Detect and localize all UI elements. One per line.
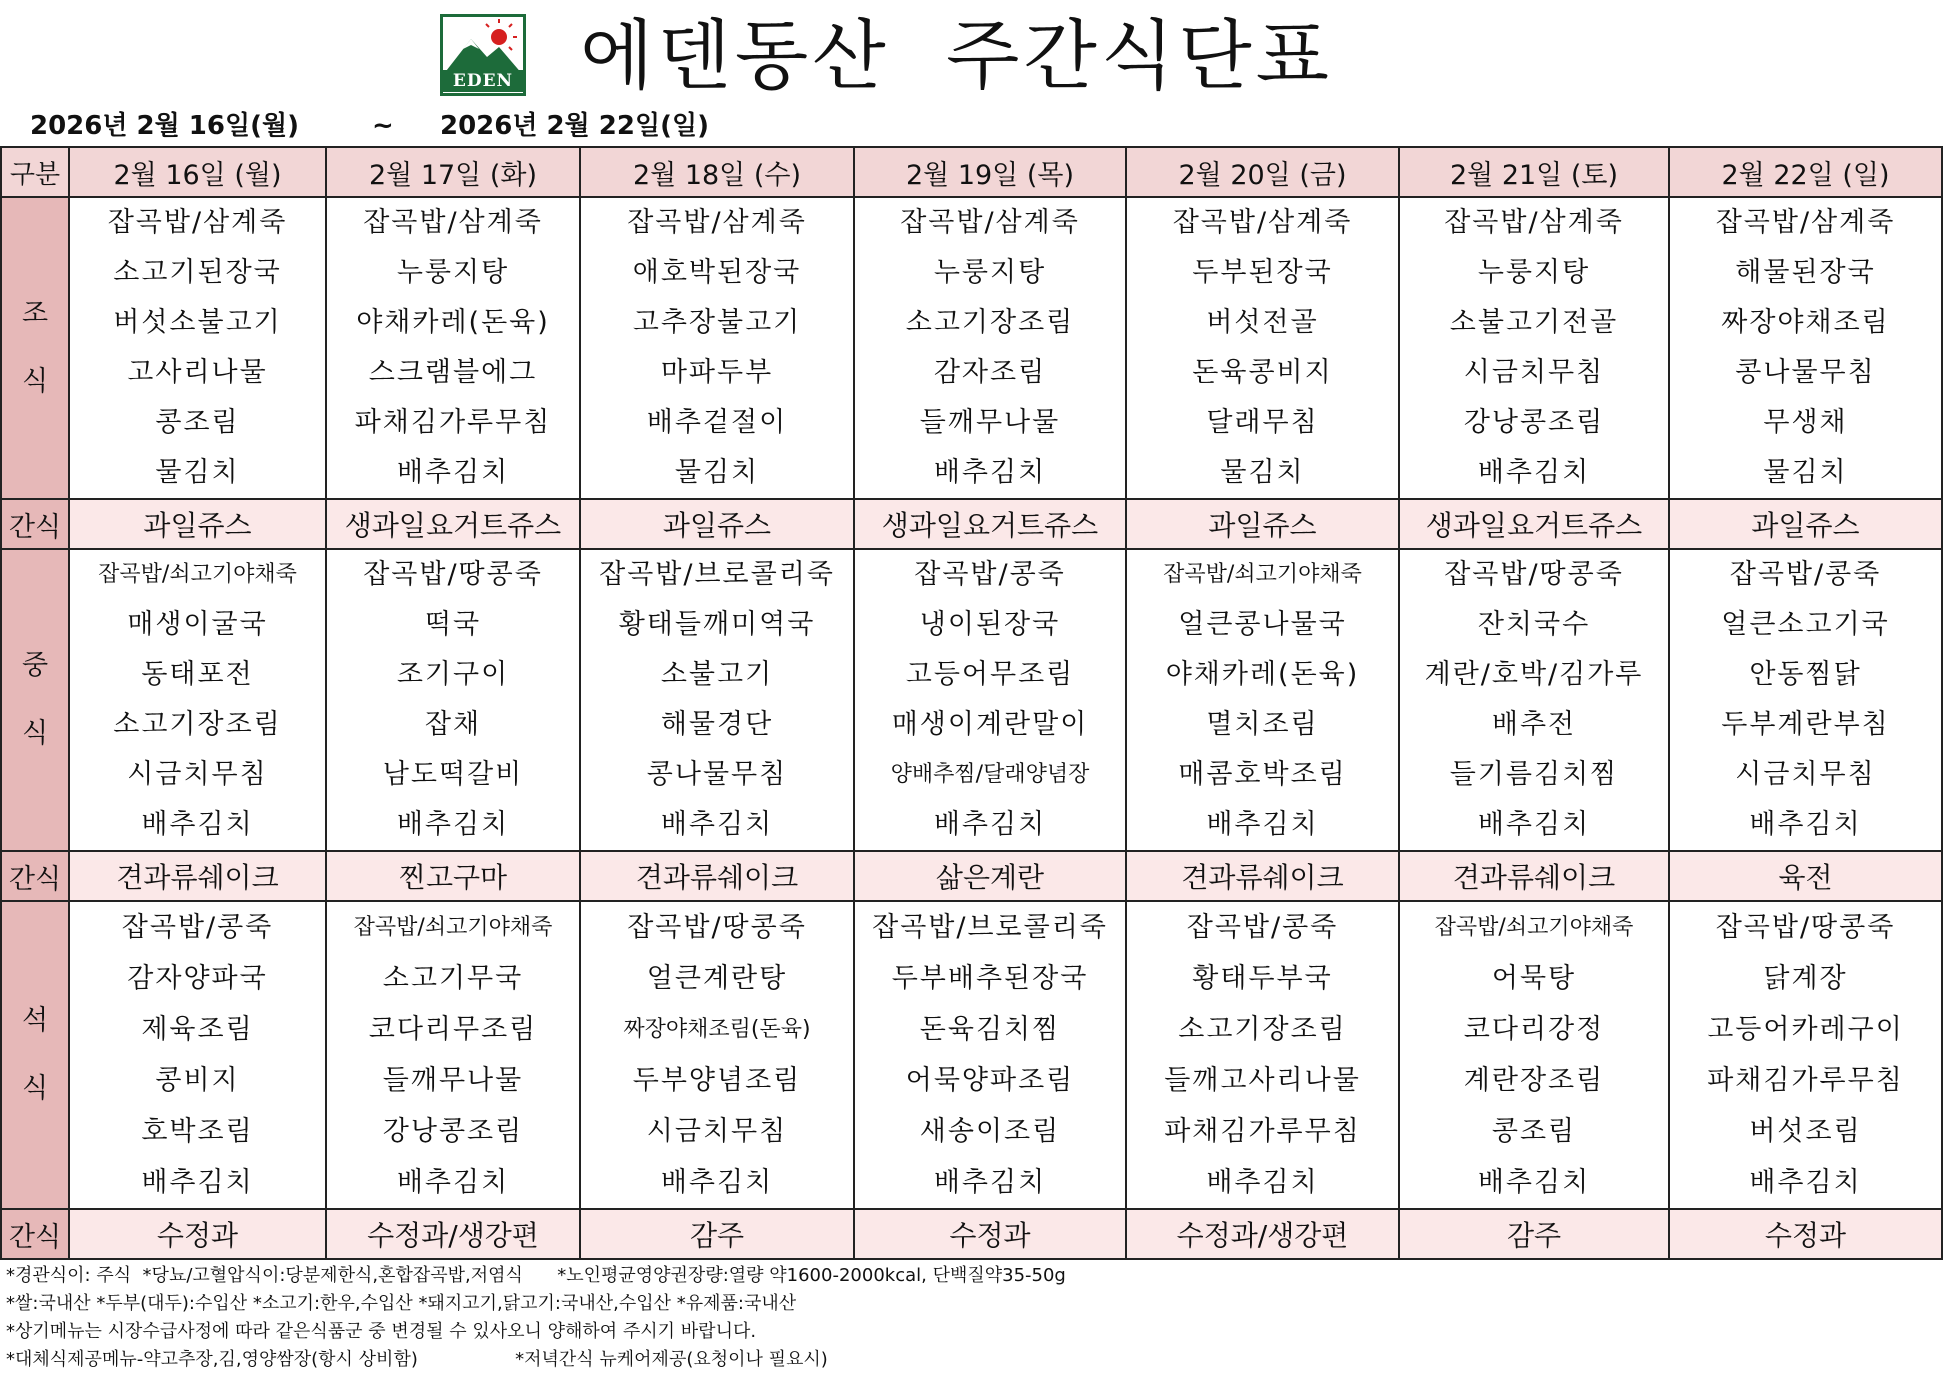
day-header: 2월 19일 (목) [854, 147, 1126, 197]
day-header: 2월 16일 (월) [69, 147, 326, 197]
menu-item: 조기구이 [396, 659, 510, 690]
snack-item: 생과일요거트쥬스 [1399, 499, 1669, 549]
menu-item: 배추김치 [1477, 1167, 1591, 1198]
snack-item: 감주 [580, 1209, 854, 1259]
header-row [1, 147, 1942, 197]
menu-item: 잡곡밥/쇠고기야채죽 [1163, 562, 1362, 587]
menu-item: 배추김치 [660, 1167, 774, 1198]
footnote-line: *상기메뉴는 시장수급사정에 따라 같은식품군 중 변경될 수 있사오니 양해하여 주시기 바랍니다. [6, 1321, 757, 1342]
menu-item: 감자조림 [933, 357, 1047, 388]
menu-item: 새송이조림 [919, 1116, 1061, 1147]
menu-item: 배추김치 [396, 457, 510, 488]
menu-item: 짜장야채조림 [1721, 307, 1890, 338]
lunch-label-char: 식 [21, 718, 49, 749]
dinner-item-list [855, 902, 1125, 1208]
menu-item: 짜장야채조림(돈육) [623, 1017, 811, 1042]
menu-item: 소고기장조림 [113, 709, 282, 740]
day-header: 2월 17일 (화) [326, 147, 580, 197]
menu-item: 누룽지탕 [1477, 257, 1591, 288]
lunch-item-list [327, 550, 579, 850]
menu-item: 닭계장 [1763, 963, 1848, 994]
menu-item: 잡곡밥/삼계죽 [627, 207, 807, 238]
menu-item: 야채카레(돈육) [356, 307, 550, 338]
menu-item: 시금치무침 [646, 1116, 788, 1147]
menu-item: 어묵양파조림 [905, 1065, 1075, 1096]
menu-item: 배추김치 [1206, 809, 1319, 840]
menu-item: 제육조림 [141, 1014, 254, 1045]
menu-item: 콩나물무침 [646, 759, 788, 790]
day-header: 2월 22일 (일) [1669, 147, 1942, 197]
menu-item: 돈육콩비지 [1192, 357, 1333, 388]
dinner-cell [326, 901, 580, 1209]
menu-item: 배추김치 [1477, 809, 1591, 840]
dinner-label-char: 석 [21, 1005, 49, 1036]
snack-item: 과일쥬스 [1126, 499, 1399, 549]
menu-item: 배추전 [1491, 709, 1577, 740]
dinner-row [1, 901, 1942, 1209]
dinner-cell [1126, 901, 1399, 1209]
snack-item: 찐고구마 [326, 851, 580, 901]
weekly-menu-table [0, 146, 1943, 1260]
snack-item: 과일쥬스 [580, 499, 854, 549]
menu-item: 잡곡밥/브로콜리죽 [599, 559, 835, 590]
menu-item: 잡곡밥/쇠고기야채죽 [98, 562, 297, 587]
day-header: 2월 18일 (수) [580, 147, 854, 197]
menu-item: 콩나물무침 [1735, 357, 1876, 388]
menu-item: 잡곡밥/땅콩죽 [627, 912, 807, 943]
menu-item: 두부배추된장국 [891, 963, 1089, 994]
menu-item: 배추김치 [933, 457, 1047, 488]
menu-item: 버섯조림 [1749, 1116, 1862, 1147]
menu-item: 물김치 [1763, 457, 1848, 488]
breakfast-label-char: 식 [21, 366, 49, 397]
menu-item: 잡곡밥/삼계죽 [1715, 207, 1896, 238]
breakfast-cell [1399, 197, 1669, 499]
dinner-item-list [1127, 902, 1398, 1208]
menu-item: 동태포전 [141, 659, 254, 690]
menu-item: 배추김치 [1749, 1167, 1862, 1198]
menu-item: 버섯전골 [1206, 307, 1319, 338]
header [0, 0, 1943, 100]
menu-item: 소고기된장국 [113, 257, 282, 288]
menu-item: 코다리강정 [1463, 1014, 1605, 1045]
dinner-cell [69, 901, 326, 1209]
lunch-label-char: 중 [21, 650, 49, 681]
lunch-label [1, 549, 69, 851]
snack-item: 생과일요거트쥬스 [326, 499, 580, 549]
menu-item: 잡곡밥/땅콩죽 [363, 559, 543, 590]
menu-item: 들깨고사리나물 [1164, 1065, 1361, 1096]
dinner-item-list [70, 902, 325, 1208]
menu-item: 배추김치 [933, 809, 1047, 840]
menu-item: 멸치조림 [1206, 709, 1319, 740]
dinner-item-list [1670, 902, 1941, 1208]
lunch-item-list [1400, 550, 1668, 850]
breakfast-cell [1669, 197, 1942, 499]
dinner-item-list [1400, 902, 1668, 1208]
menu-item: 잡곡밥/땅콩죽 [1715, 912, 1896, 943]
menu-item: 잡곡밥/쇠고기야채죽 [1434, 915, 1634, 940]
lunch-row [1, 549, 1942, 851]
day-header: 2월 20일 (금) [1126, 147, 1399, 197]
menu-item: 누룽지탕 [396, 257, 510, 288]
menu-item: 스크램블에그 [368, 357, 538, 388]
menu-item: 파채김가루무침 [1164, 1116, 1361, 1147]
menu-item: 계란/호박/김가루 [1424, 659, 1644, 690]
breakfast-label [1, 197, 69, 499]
menu-item: 코다리무조림 [368, 1014, 538, 1045]
menu-item: 콩비지 [155, 1065, 240, 1096]
menu-item: 소불고기 [660, 659, 774, 690]
menu-item: 배추김치 [141, 1167, 254, 1198]
footnote-line: *쌀:국내산 *두부(대두):수입산 *소고기:한우,수입산 *돼지고기,닭고기:국내산,수입산 *유제품:국내산 [6, 1293, 797, 1314]
menu-item: 두부양념조림 [632, 1065, 802, 1096]
menu-item: 고등어무조림 [905, 659, 1075, 690]
menu-item: 안동찜닭 [1749, 659, 1862, 690]
breakfast-item-list [327, 198, 579, 498]
snack-item: 감주 [1399, 1209, 1669, 1259]
snack-am-row [1, 499, 1942, 549]
snack-item: 삶은계란 [854, 851, 1126, 901]
snack-item: 수정과/생강편 [326, 1209, 580, 1259]
breakfast-cell [69, 197, 326, 499]
menu-item: 누룽지탕 [933, 257, 1047, 288]
snack-item: 견과류쉐이크 [580, 851, 854, 901]
menu-item: 배추겉절이 [646, 407, 788, 438]
snack-item: 견과류쉐이크 [1399, 851, 1669, 901]
menu-item: 잡곡밥/삼계죽 [1444, 207, 1624, 238]
dinner-cell [854, 901, 1126, 1209]
menu-item: 황태들깨미역국 [618, 609, 816, 640]
period-end: 2026년 2월 22일(일) [440, 111, 709, 141]
lunch-cell [854, 549, 1126, 851]
menu-item: 계란장조림 [1463, 1065, 1605, 1096]
menu-item: 소고기장조림 [1178, 1014, 1347, 1045]
menu-item: 들깨무나물 [919, 407, 1061, 438]
snack-item: 견과류쉐이크 [1126, 851, 1399, 901]
lunch-item-list [581, 550, 853, 850]
breakfast-item-list [1127, 198, 1398, 498]
lunch-cell [326, 549, 580, 851]
menu-item: 고사리나물 [127, 357, 268, 388]
breakfast-cell [854, 197, 1126, 499]
menu-item: 배추김치 [1749, 809, 1862, 840]
breakfast-item-list [70, 198, 325, 498]
menu-item: 감자양파국 [127, 963, 268, 994]
menu-item: 잡곡밥/삼계죽 [1172, 207, 1353, 238]
logo-text: EDEN [443, 70, 523, 92]
breakfast-cell [1126, 197, 1399, 499]
snack-item: 생과일요거트쥬스 [854, 499, 1126, 549]
dinner-cell [1669, 901, 1942, 1209]
footnote-line: *대체식제공메뉴-약고추장,김,영양쌈장(항시 상비함) *저녁간식 뉴케어제공(요청이나 필요시) [6, 1349, 828, 1370]
snack-item: 과일쥬스 [69, 499, 326, 549]
menu-item: 잔치국수 [1477, 609, 1591, 640]
snack-item: 수정과 [69, 1209, 326, 1259]
menu-item: 소고기무국 [382, 963, 524, 994]
snack-item: 수정과/생강편 [1126, 1209, 1399, 1259]
menu-item: 배추김치 [141, 809, 254, 840]
snack-item: 수정과 [1669, 1209, 1942, 1259]
menu-item: 황태두부국 [1192, 963, 1333, 994]
gubun-header: 구분 [1, 147, 69, 197]
menu-item: 고등어카레구이 [1707, 1014, 1904, 1045]
breakfast-item-list [1670, 198, 1941, 498]
menu-item: 냉이된장국 [919, 609, 1061, 640]
dinner-cell [580, 901, 854, 1209]
dinner-label [1, 901, 69, 1209]
menu-item: 배추김치 [933, 1167, 1047, 1198]
menu-item: 달래무침 [1206, 407, 1319, 438]
menu-item: 잡곡밥/브로콜리죽 [872, 912, 1108, 943]
menu-item: 남도떡갈비 [382, 759, 524, 790]
menu-item: 시금치무침 [1735, 759, 1876, 790]
menu-item: 해물된장국 [1735, 257, 1876, 288]
menu-item: 돈육김치찜 [919, 1014, 1061, 1045]
menu-item: 잡곡밥/콩죽 [1186, 912, 1339, 943]
menu-item: 배추김치 [660, 809, 774, 840]
snack-pm-row [1, 851, 1942, 901]
menu-item: 두부된장국 [1192, 257, 1333, 288]
breakfast-cell [326, 197, 580, 499]
menu-item: 배추김치 [396, 1167, 510, 1198]
dinner-item-list [581, 902, 853, 1208]
menu-item: 배추김치 [1206, 1167, 1319, 1198]
period-start: 2026년 2월 16일(월) [30, 111, 299, 141]
menu-item: 매생이계란말이 [891, 709, 1089, 740]
menu-item: 버섯소불고기 [113, 307, 282, 338]
breakfast-label-char: 조 [21, 298, 49, 329]
dinner-label-char: 식 [21, 1073, 49, 1104]
menu-item: 배추김치 [396, 809, 510, 840]
lunch-cell [580, 549, 854, 851]
menu-item: 소고기장조림 [905, 307, 1075, 338]
snack-item: 과일쥬스 [1669, 499, 1942, 549]
lunch-item-list [1670, 550, 1941, 850]
lunch-item-list [855, 550, 1125, 850]
lunch-item-list [1127, 550, 1398, 850]
snack-eve-row [1, 1209, 1942, 1259]
lunch-cell [1399, 549, 1669, 851]
menu-item: 시금치무침 [127, 759, 268, 790]
menu-item: 해물경단 [660, 709, 774, 740]
menu-item: 호박조림 [141, 1116, 254, 1147]
eden-logo [440, 14, 526, 96]
day-header: 2월 21일 (토) [1399, 147, 1669, 197]
menu-item: 배추김치 [1477, 457, 1591, 488]
menu-item: 잡곡밥/땅콩죽 [1444, 559, 1624, 590]
menu-item: 물김치 [1220, 457, 1305, 488]
menu-item: 마파두부 [660, 357, 774, 388]
snack-label: 간식 [1, 499, 69, 549]
menu-item: 떡국 [424, 609, 482, 640]
menu-item: 잡곡밥/삼계죽 [363, 207, 543, 238]
menu-item: 얼큰콩나물국 [1178, 609, 1347, 640]
menu-item: 무생채 [1763, 407, 1848, 438]
menu-item: 잡채 [424, 709, 482, 740]
breakfast-item-list [581, 198, 853, 498]
breakfast-item-list [1400, 198, 1668, 498]
dinner-cell [1399, 901, 1669, 1209]
menu-item: 들기름김치찜 [1449, 759, 1619, 790]
mountain-sun-icon [443, 17, 523, 75]
lunch-cell [1669, 549, 1942, 851]
menu-item: 두부계란부침 [1721, 709, 1890, 740]
menu-item: 잡곡밥/콩죽 [1729, 559, 1882, 590]
menu-item: 콩조림 [155, 407, 240, 438]
period-separator: ~ [372, 111, 394, 141]
menu-item: 야채카레(돈육) [1165, 659, 1360, 690]
footnotes [6, 1262, 1066, 1374]
breakfast-item-list [855, 198, 1125, 498]
menu-item: 매생이굴국 [127, 609, 268, 640]
breakfast-row [1, 197, 1942, 499]
lunch-cell [1126, 549, 1399, 851]
menu-item: 강낭콩조림 [382, 1116, 524, 1147]
menu-item: 매콤호박조림 [1178, 759, 1347, 790]
dinner-item-list [327, 902, 579, 1208]
menu-item: 파채김가루무침 [1707, 1065, 1904, 1096]
menu-item: 양배추찜/달래양념장 [890, 762, 1090, 787]
breakfast-cell [580, 197, 854, 499]
footnote-line: *경관식이: 주식 *당뇨/고혈압식이:당분제한식,혼합잡곡밥,저염식 *노인평균영양권장량:열량 약1600-2000kcal, 단백질약35-50g [6, 1265, 1066, 1286]
menu-item: 물김치 [155, 457, 240, 488]
snack-label: 간식 [1, 1209, 69, 1259]
menu-item: 얼큰소고기국 [1721, 609, 1890, 640]
menu-item: 파채김가루무침 [354, 407, 552, 438]
menu-item: 애호박된장국 [632, 257, 802, 288]
lunch-item-list [70, 550, 325, 850]
menu-item: 물김치 [674, 457, 760, 488]
menu-item: 고추장불고기 [632, 307, 802, 338]
menu-item: 잡곡밥/쇠고기야채죽 [353, 915, 553, 940]
snack-label: 간식 [1, 851, 69, 901]
snack-item: 견과류쉐이크 [69, 851, 326, 901]
menu-item: 시금치무침 [1463, 357, 1605, 388]
menu-item: 잡곡밥/콩죽 [121, 912, 274, 943]
menu-item: 콩조림 [1491, 1116, 1577, 1147]
menu-item: 잡곡밥/삼계죽 [900, 207, 1080, 238]
page-title: 에덴동산 주간식단표 [580, 11, 1334, 100]
menu-item: 어묵탕 [1491, 963, 1577, 994]
menu-item: 잡곡밥/삼계죽 [107, 207, 288, 238]
lunch-cell [69, 549, 326, 851]
menu-item: 잡곡밥/콩죽 [914, 559, 1066, 590]
menu-item: 소불고기전골 [1449, 307, 1619, 338]
menu-item: 얼큰계란탕 [646, 963, 788, 994]
snack-item: 수정과 [854, 1209, 1126, 1259]
snack-item: 육전 [1669, 851, 1942, 901]
menu-item: 강낭콩조림 [1463, 407, 1605, 438]
menu-item: 들깨무나물 [382, 1065, 524, 1096]
